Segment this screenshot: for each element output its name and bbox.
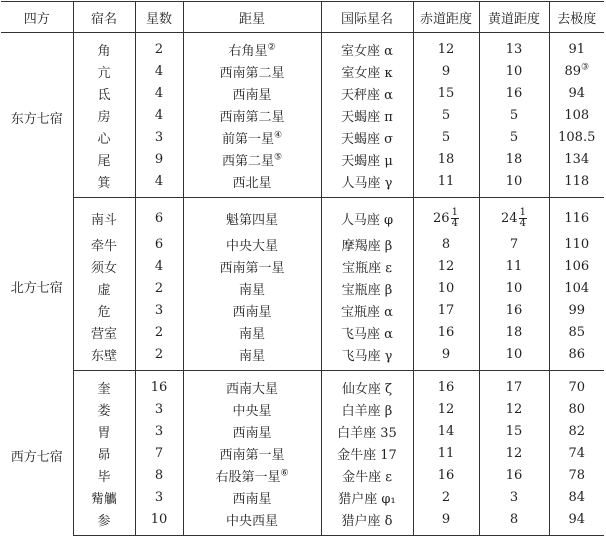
- intl-star-name-cell: 天秤座 α: [321, 82, 413, 104]
- polar-value: 82: [568, 423, 586, 439]
- determinative-star-cell: [183, 33, 321, 61]
- star-name: 中央西星: [225, 513, 278, 529]
- ecliptic-value: 12: [505, 445, 523, 461]
- star-count-cell: 2: [135, 33, 183, 61]
- ecliptic-extent-cell: [479, 343, 549, 371]
- mansion-cell: 奎: [73, 371, 135, 399]
- ecliptic-value: 7: [509, 236, 519, 252]
- ecliptic-value: 17: [505, 379, 523, 395]
- table-row: [1, 321, 604, 343]
- star-count-cell: 4: [135, 255, 183, 277]
- equatorial-extent-cell: [413, 371, 479, 399]
- header-polar-distance: 去极度: [549, 2, 604, 33]
- table-row: [1, 442, 604, 464]
- header-ecliptic-extent: 黄道距度: [479, 2, 549, 33]
- determinative-star-cell: [183, 299, 321, 321]
- equatorial-extent-cell: [413, 486, 479, 508]
- table-row: [1, 486, 604, 508]
- equatorial-value: 16: [437, 324, 455, 340]
- star-name: 中央大星: [225, 238, 278, 254]
- polar-distance-cell: [549, 255, 604, 277]
- mansion-cell: 胃: [73, 420, 135, 442]
- group-direction-cell: 东方七宿: [10, 112, 63, 128]
- polar-distance-cell: [549, 60, 604, 82]
- ecliptic-value: 8: [509, 511, 519, 527]
- header-star-count: 星数: [135, 2, 183, 33]
- intl-star-name-cell: 摩羯座 β: [321, 233, 413, 255]
- intl-star-name-cell: 猎户座 δ: [321, 508, 413, 536]
- star-count-cell: 3: [135, 486, 183, 508]
- polar-value: 70: [568, 379, 586, 395]
- ecliptic-value: 12: [505, 401, 523, 417]
- equatorial-extent-cell: [413, 321, 479, 343]
- ecliptic-extent-cell: [479, 299, 549, 321]
- polar-value: 116: [564, 210, 590, 226]
- mansion-cell: 箕: [73, 170, 135, 198]
- header-row: [1, 2, 604, 33]
- polar-distance-cell: [549, 343, 604, 371]
- star-name: 西南第二星: [219, 65, 285, 81]
- polar-distance-cell: [549, 321, 604, 343]
- polar-value: 74: [568, 445, 586, 461]
- mansion-cell: 娄: [73, 398, 135, 420]
- table-row: [1, 299, 604, 321]
- equatorial-value: 17: [437, 302, 455, 318]
- star-count-cell: 3: [135, 126, 183, 148]
- lunar-mansions-table: [1, 1, 604, 536]
- equatorial-extent-cell: [413, 277, 479, 299]
- equatorial-value: 18: [437, 151, 455, 167]
- equatorial-value: 11: [437, 445, 455, 461]
- star-count-cell: 4: [135, 104, 183, 126]
- intl-star-name-cell: 宝瓶座 ε: [321, 255, 413, 277]
- polar-value: 106: [564, 258, 590, 274]
- polar-distance-cell: [549, 148, 604, 170]
- ecliptic-value: 24: [501, 210, 518, 226]
- determinative-star-cell: [183, 398, 321, 420]
- polar-distance-cell: [549, 126, 604, 148]
- equatorial-value: 9: [441, 346, 451, 362]
- intl-star-name-cell: 人马座 γ: [321, 170, 413, 198]
- footnote-marker: ④: [273, 130, 283, 141]
- star-name: 西南星: [232, 87, 272, 103]
- ecliptic-extent-cell: [479, 321, 549, 343]
- ecliptic-extent-cell: [479, 508, 549, 536]
- intl-star-name-cell: 金牛座 17: [321, 442, 413, 464]
- star-count-cell: 2: [135, 343, 183, 371]
- ecliptic-extent-cell: [479, 170, 549, 198]
- determinative-star-cell: [183, 82, 321, 104]
- fraction: [451, 208, 459, 229]
- determinative-star-cell: [183, 442, 321, 464]
- polar-distance-cell: [549, 233, 604, 255]
- intl-star-name-cell: 天蝎座 μ: [321, 148, 413, 170]
- table-row: [1, 233, 604, 255]
- ecliptic-value: 16: [505, 85, 523, 101]
- group-direction-cell: 西方七宿: [10, 450, 63, 465]
- equatorial-value: 8: [441, 236, 451, 252]
- polar-distance-cell: [549, 277, 604, 299]
- determinative-star-cell: [183, 464, 321, 486]
- equatorial-extent-cell: [413, 299, 479, 321]
- polar-value: 91: [568, 41, 586, 57]
- intl-star-name-cell: 猎户座 φ₁: [321, 486, 413, 508]
- equatorial-value: 2: [441, 489, 451, 505]
- ecliptic-extent-cell: [479, 255, 549, 277]
- equatorial-extent-cell: [413, 82, 479, 104]
- star-count-cell: 9: [135, 148, 183, 170]
- equatorial-value: 16: [437, 467, 455, 483]
- polar-distance-cell: [549, 464, 604, 486]
- ecliptic-value: 18: [505, 324, 523, 340]
- polar-value: 80: [568, 401, 586, 417]
- polar-value: 99: [568, 302, 586, 318]
- ecliptic-extent-cell: [479, 398, 549, 420]
- equatorial-extent-cell: [413, 126, 479, 148]
- footnote-marker: ③: [580, 62, 590, 73]
- fraction-denominator: 4: [451, 217, 458, 229]
- footnote-marker: ⑥: [280, 468, 289, 479]
- star-name: 西南星: [232, 491, 272, 507]
- polar-distance-cell: [549, 371, 604, 399]
- mansion-cell: 尾: [73, 148, 135, 170]
- star-name: 南星: [238, 282, 265, 298]
- equatorial-extent-cell: [413, 148, 479, 170]
- mansion-cell: 氐: [73, 82, 135, 104]
- polar-value: 108: [564, 107, 590, 123]
- mansion-cell: 参: [73, 508, 135, 536]
- mansion-cell: 牵牛: [73, 233, 135, 255]
- ecliptic-extent-cell: [479, 82, 549, 104]
- mansion-cell: 毕: [73, 464, 135, 486]
- mansion-cell: 营室: [73, 321, 135, 343]
- star-count-cell: 2: [135, 321, 183, 343]
- table-row: [1, 104, 604, 126]
- header-determinative-star: 距星: [183, 2, 321, 33]
- ecliptic-extent-cell: [479, 198, 549, 234]
- equatorial-value: 26: [433, 210, 450, 226]
- ecliptic-value: 5: [509, 107, 519, 123]
- table-row: [1, 343, 604, 371]
- fraction-denominator: 4: [519, 217, 526, 229]
- star-count-cell: 2: [135, 277, 183, 299]
- determinative-star-cell: [183, 233, 321, 255]
- polar-value: 89: [564, 63, 581, 79]
- determinative-star-cell: [183, 508, 321, 536]
- footnote-marker: ②: [267, 42, 276, 53]
- star-count-cell: 10: [135, 508, 183, 536]
- intl-star-name-cell: 飞马座 α: [321, 321, 413, 343]
- ecliptic-extent-cell: [479, 277, 549, 299]
- mansion-cell: 心: [73, 126, 135, 148]
- table-row: [1, 126, 604, 148]
- ecliptic-extent-cell: [479, 148, 549, 170]
- table-row: [1, 33, 604, 61]
- table-body: [1, 33, 604, 536]
- ecliptic-value: 11: [505, 258, 523, 274]
- star-name: 西第二星: [221, 153, 274, 169]
- determinative-star-cell: [183, 198, 321, 234]
- equatorial-extent-cell: [413, 420, 479, 442]
- equatorial-extent-cell: [413, 233, 479, 255]
- equatorial-extent-cell: [413, 104, 479, 126]
- equatorial-extent-cell: [413, 170, 479, 198]
- mansion-cell: 房: [73, 104, 135, 126]
- star-name: 西南星: [232, 304, 272, 320]
- equatorial-value: 14: [437, 423, 455, 439]
- ecliptic-extent-cell: [479, 486, 549, 508]
- star-name: 南星: [238, 348, 265, 364]
- star-count-cell: 7: [135, 442, 183, 464]
- table-row: [1, 420, 604, 442]
- equatorial-extent-cell: [413, 60, 479, 82]
- star-count-cell: 3: [135, 420, 183, 442]
- mansion-cell: 危: [73, 299, 135, 321]
- determinative-star-cell: [183, 321, 321, 343]
- equatorial-value: 9: [441, 511, 451, 527]
- table-row: [1, 255, 604, 277]
- determinative-star-cell: [183, 148, 321, 170]
- star-name: 西南星: [232, 425, 272, 441]
- star-name: 右股第一星: [215, 469, 281, 485]
- star-name: 西南第一星: [219, 260, 285, 276]
- star-count-cell: 8: [135, 464, 183, 486]
- equatorial-extent-cell: [413, 255, 479, 277]
- ecliptic-extent-cell: [479, 464, 549, 486]
- determinative-star-cell: [183, 277, 321, 299]
- equatorial-value: 5: [441, 129, 451, 145]
- polar-distance-cell: [549, 82, 604, 104]
- table-row: [1, 82, 604, 104]
- star-count-cell: 6: [135, 198, 183, 234]
- determinative-star-cell: [183, 343, 321, 371]
- polar-distance-cell: [549, 33, 604, 61]
- intl-star-name-cell: 天蝎座 σ: [321, 126, 413, 148]
- table-row: [1, 277, 604, 299]
- mansion-cell: 亢: [73, 60, 135, 82]
- ecliptic-extent-cell: [479, 420, 549, 442]
- equatorial-extent-cell: [413, 343, 479, 371]
- intl-star-name-cell: 室女座 α: [321, 33, 413, 61]
- ecliptic-value: 15: [505, 423, 523, 439]
- determinative-star-cell: [183, 104, 321, 126]
- mansion-cell: 东壁: [73, 343, 135, 371]
- table-row: [1, 198, 604, 234]
- ecliptic-value: 3: [509, 489, 519, 505]
- star-name: 右角星: [228, 43, 268, 59]
- polar-distance-cell: [549, 420, 604, 442]
- equatorial-value: 5: [441, 107, 451, 123]
- ecliptic-extent-cell: [479, 33, 549, 61]
- polar-distance-cell: [549, 299, 604, 321]
- ecliptic-value: 5: [509, 129, 519, 145]
- polar-value: 118: [564, 173, 590, 189]
- intl-star-name-cell: 白羊座 35: [321, 420, 413, 442]
- ecliptic-extent-cell: [479, 233, 549, 255]
- header-mansion: 宿名: [73, 2, 135, 33]
- equatorial-extent-cell: [413, 398, 479, 420]
- fraction: [519, 208, 527, 229]
- determinative-star-cell: [183, 126, 321, 148]
- polar-value: 85: [568, 324, 586, 340]
- star-count-cell: 4: [135, 170, 183, 198]
- mansion-cell: 昴: [73, 442, 135, 464]
- equatorial-extent-cell: [413, 464, 479, 486]
- polar-value: 134: [564, 151, 590, 167]
- footnote-marker: ⑤: [273, 152, 283, 163]
- star-name: 西南第一星: [219, 447, 285, 463]
- intl-star-name-cell: 宝瓶座 α: [321, 299, 413, 321]
- determinative-star-cell: [183, 255, 321, 277]
- polar-value: 94: [568, 511, 586, 527]
- ecliptic-value: 16: [505, 302, 523, 318]
- determinative-star-cell: [183, 170, 321, 198]
- star-name: 西南大星: [225, 381, 278, 397]
- intl-star-name-cell: 金牛座 ε: [321, 464, 413, 486]
- ecliptic-value: 10: [505, 280, 523, 296]
- intl-star-name-cell: 白羊座 β: [321, 398, 413, 420]
- polar-distance-cell: [549, 198, 604, 234]
- intl-star-name-cell: 宝瓶座 β: [321, 277, 413, 299]
- polar-distance-cell: [549, 508, 604, 536]
- table-row: [1, 398, 604, 420]
- equatorial-value: 16: [437, 379, 455, 395]
- mansion-cell: 须女: [73, 255, 135, 277]
- equatorial-extent-cell: [413, 198, 479, 234]
- table-row: [1, 508, 604, 536]
- star-count-cell: 3: [135, 398, 183, 420]
- star-name: 南星: [238, 326, 265, 342]
- intl-star-name-cell: 天蝎座 π: [321, 104, 413, 126]
- star-count-cell: 3: [135, 299, 183, 321]
- star-count-cell: 16: [135, 371, 183, 399]
- mansion-cell: 虚: [73, 277, 135, 299]
- fraction-numerator: 1: [519, 206, 526, 218]
- ecliptic-value: 10: [505, 63, 523, 79]
- ecliptic-value: 13: [505, 41, 523, 57]
- table-row: [1, 371, 604, 399]
- ecliptic-extent-cell: [479, 371, 549, 399]
- equatorial-value: 9: [441, 63, 451, 79]
- polar-value: 78: [568, 467, 586, 483]
- table-row: [1, 170, 604, 198]
- star-count-cell: 6: [135, 233, 183, 255]
- determinative-star-cell: [183, 60, 321, 82]
- table-row: [1, 464, 604, 486]
- equatorial-value: 12: [437, 41, 455, 57]
- polar-value: 104: [564, 280, 590, 296]
- group-direction-cell: 北方七宿: [10, 281, 63, 296]
- ecliptic-extent-cell: [479, 442, 549, 464]
- polar-distance-cell: [549, 104, 604, 126]
- star-name: 中央星: [232, 403, 272, 419]
- polar-value: 94: [568, 85, 586, 101]
- ecliptic-value: 10: [505, 173, 523, 189]
- header-direction: 四方: [1, 2, 73, 33]
- header-intl-name: 国际星名: [321, 2, 413, 33]
- equatorial-extent-cell: [413, 508, 479, 536]
- equatorial-value: 12: [437, 258, 455, 274]
- intl-star-name-cell: 室女座 κ: [321, 60, 413, 82]
- mansion-cell: 觜觿: [73, 486, 135, 508]
- intl-star-name-cell: 仙女座 ζ: [321, 371, 413, 399]
- polar-value: 84: [568, 489, 586, 505]
- determinative-star-cell: [183, 371, 321, 399]
- polar-value: 108.5: [558, 129, 596, 145]
- ecliptic-value: 16: [505, 467, 523, 483]
- star-name: 前第一星: [221, 131, 274, 147]
- polar-distance-cell: [549, 442, 604, 464]
- equatorial-value: 11: [437, 173, 455, 189]
- star-count-cell: 4: [135, 60, 183, 82]
- ecliptic-extent-cell: [479, 104, 549, 126]
- equatorial-value: 15: [437, 85, 455, 101]
- star-name: 魁第四星: [225, 212, 278, 228]
- determinative-star-cell: [183, 486, 321, 508]
- polar-distance-cell: [549, 398, 604, 420]
- table-row: [1, 148, 604, 170]
- star-count-cell: 4: [135, 82, 183, 104]
- determinative-star-cell: [183, 420, 321, 442]
- mansion-cell: 角: [73, 33, 135, 61]
- ecliptic-extent-cell: [479, 126, 549, 148]
- header-equatorial-extent: 赤道距度: [413, 2, 479, 33]
- polar-distance-cell: [549, 170, 604, 198]
- equatorial-extent-cell: [413, 33, 479, 61]
- ecliptic-value: 10: [505, 346, 523, 362]
- polar-value: 110: [564, 236, 590, 252]
- ecliptic-value: 18: [505, 151, 523, 167]
- polar-value: 86: [568, 346, 586, 362]
- intl-star-name-cell: 人马座 φ: [321, 198, 413, 234]
- star-name: 西南第二星: [219, 109, 285, 125]
- equatorial-value: 12: [437, 401, 455, 417]
- mansion-cell: 南斗: [73, 198, 135, 234]
- table-row: [1, 60, 604, 82]
- intl-star-name-cell: 飞马座 γ: [321, 343, 413, 371]
- ecliptic-extent-cell: [479, 60, 549, 82]
- star-name: 西北星: [232, 175, 272, 191]
- fraction-numerator: 1: [451, 206, 458, 218]
- equatorial-extent-cell: [413, 442, 479, 464]
- equatorial-value: 10: [437, 280, 455, 296]
- polar-distance-cell: [549, 486, 604, 508]
